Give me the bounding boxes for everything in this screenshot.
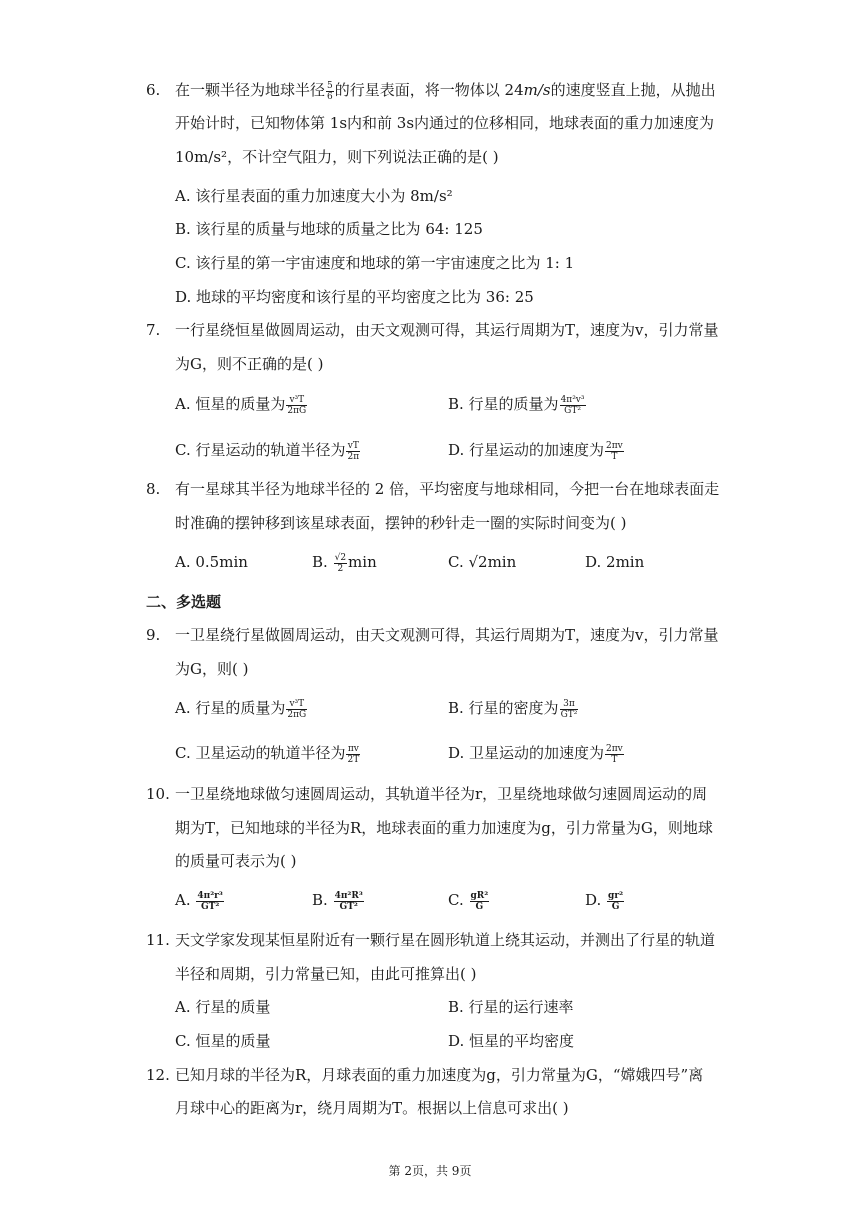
question-10-stem-line-3: 的质量可表示为( ) — [175, 852, 297, 870]
question-8-stem-line-1: 有一星球其半径为地球半径的 2 倍，平均密度与地球相同，今把一台在地球表面走 — [175, 480, 720, 498]
question-9-option-d: D. 卫星运动的加速度为 $\frac{2\pi v}{T}$ — [448, 743, 623, 765]
question-8-stem-line-2: 时准确的摆钟移到该星球表面，摆钟的秒针走一圈的实际时间变为( ) — [175, 514, 627, 532]
question-8-option-a: A. 0.5min — [175, 553, 248, 571]
question-12-stem-line-2: 月球中心的距离为r，绕月周期为T。根据以上信息可求出( ) — [175, 1099, 569, 1117]
fraction-five-sixths: $\frac{5}{6}$ — [327, 80, 333, 102]
question-11-stem-line-2: 半径和周期，引力常量已知，由此可推算出( ) — [175, 965, 477, 983]
question-12-number: 12. — [146, 1066, 170, 1084]
question-6-option-d: D. 地球的平均密度和该行星的平均密度之比为 36: 25 — [175, 288, 534, 306]
question-12-stem-line-1: 已知月球的半径为R，月球表面的重力加速度为g，引力常量为G，“嫦娥四号”离 — [175, 1066, 704, 1084]
question-11-option-a: A. 行星的质量 — [175, 998, 271, 1016]
question-7-option-c: C. 行星运动的轨道半径为 $\frac{vT}{2\pi}$ — [175, 440, 360, 462]
question-7-option-b: B. 行星的质量为 $\frac{\text{4π²v³}}{\text{GT²}}$ — [448, 394, 585, 416]
question-9-option-c: C. 卫星运动的轨道半径为 $\frac{\pi v}{2T}$ — [175, 743, 360, 765]
question-11-stem-line-1: 天文学家发现某恒星附近有一颗行星在圆形轨道上绕其运动，并测出了行星的轨道 — [175, 931, 716, 949]
question-6-stem-line-2: 开始计时，已知物体第 1s内和前 3s内通过的位移相同，地球表面的重力加速度为 — [175, 114, 715, 132]
question-10-option-b: B. $\frac{\text{4π²R³}}{\text{GT²}}$ — [312, 890, 363, 912]
question-9-stem-line-2: 为G，则( ) — [175, 660, 249, 678]
question-8-number: 8. — [146, 480, 161, 498]
question-6-stem-line-1: 在一颗半径为地球半径 $\frac{5}{6}$ 的行星表面，将一物体以 24m/s的速度竖直上抛，从抛出 — [175, 80, 716, 102]
section-heading-multiple-choice: 二、多选题 — [146, 593, 222, 611]
question-11-number: 11. — [146, 931, 170, 949]
question-8-option-d: D. 2min — [585, 553, 645, 571]
question-6-stem-line-3: 10m/s²，不计空气阻力，则下列说法正确的是( ) — [175, 148, 499, 166]
question-6-number: 6. — [146, 81, 161, 99]
question-8-option-b: B. $\frac{√2}{2}$ min — [312, 552, 377, 574]
question-6-option-b: B. 该行星的质量与地球的质量之比为 64: 125 — [175, 220, 483, 238]
question-7-number: 7. — [146, 321, 161, 339]
question-7-stem-line-2: 为G，则不正确的是( ) — [175, 355, 324, 373]
question-9-option-a: A. 行星的质量为 $\frac{\text{v³T}}{2\pi G}$ — [175, 698, 307, 720]
question-6-option-c: C. 该行星的第一宇宙速度和地球的第一宇宙速度之比为 1: 1 — [175, 254, 575, 272]
question-10-number: 10. — [146, 785, 170, 803]
question-10-stem-line-1: 一卫星绕地球做匀速圆周运动，其轨道半径为r，卫星绕地球做匀速圆周运动的周 — [175, 785, 708, 803]
question-7-option-d: D. 行星运动的加速度为 $\frac{2\pi v}{T}$ — [448, 440, 623, 462]
question-8-option-c: C. √2min — [448, 553, 517, 571]
question-9-option-b: B. 行星的密度为 $\frac{3\pi}{\text{GT²}}$ — [448, 698, 578, 720]
question-11-option-c: C. 恒星的质量 — [175, 1032, 271, 1050]
question-11-option-d: D. 恒星的平均密度 — [448, 1032, 575, 1050]
question-7-stem-line-1: 一行星绕恒星做圆周运动，由天文观测可得，其运行周期为T，速度为v，引力常量 — [175, 321, 719, 339]
question-6-option-a: A. 该行星表面的重力加速度大小为 8m/s² — [175, 187, 453, 205]
page-footer: 第 2页，共 9页 — [388, 1164, 472, 1178]
question-10-option-d: D. $\frac{\text{gr²}}{G}$ — [585, 890, 624, 912]
question-9-stem-line-1: 一卫星绕行星做圆周运动，由天文观测可得，其运行周期为T，速度为v，引力常量 — [175, 626, 719, 644]
question-10-stem-line-2: 期为T，已知地球的半径为R，地球表面的重力加速度为g，引力常量为G，则地球 — [175, 819, 713, 837]
question-9-number: 9. — [146, 626, 161, 644]
question-7-option-a: A. 恒星的质量为 $\frac{\text{v³T}}{2\pi G}$ — [175, 394, 307, 416]
question-10-option-c: C. $\frac{\text{gR²}}{G}$ — [448, 890, 489, 912]
question-10-option-a: A. $\frac{\text{4π²r³}}{\text{GT²}}$ — [175, 890, 223, 912]
question-11-option-b: B. 行星的运行速率 — [448, 998, 574, 1016]
